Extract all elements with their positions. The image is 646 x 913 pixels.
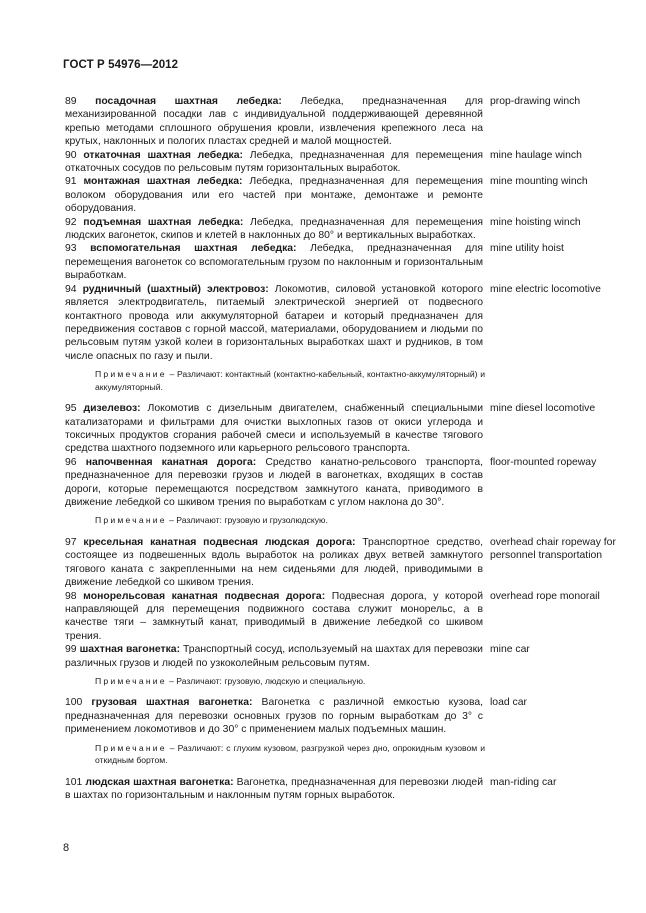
- term-number: 90: [65, 149, 77, 161]
- term-definition-ru: [65, 456, 483, 510]
- term-english: mine diesel locomotive: [490, 403, 596, 415]
- term-name: напочвенная канатная дорога:: [85, 456, 257, 468]
- term-definition-ru: [65, 175, 483, 215]
- term-definition: Локомотив, силовой установкой которого является электродвигатель, питаемый электрической энергией от подвесного контактного провода или аккумуляторной батареи и который предназначен для передвижения составов с горной массой, материалами, оборудованием и людьми по рельсовым путям узкой колеи в горизонтальных выработках шахт и рудников, в том числе опасных по газу и пыли.: [65, 283, 483, 362]
- term-definition: Транспортный сосуд, используемый на шахтах для перевозки различных грузов и людей по узкоколейным рельсовым путям.: [65, 644, 483, 669]
- term-entry: [65, 175, 625, 215]
- term-definition-ru: [65, 95, 483, 149]
- page-number: 8: [63, 842, 70, 854]
- term-name: подъемная шахтная лебедка:: [83, 216, 244, 228]
- term-number: 99: [65, 644, 77, 656]
- term-english: mine electric locomotive: [490, 283, 601, 295]
- note-text: – Различают: грузовую и грузолюдскую.: [169, 515, 328, 526]
- term-english: overhead rope monorail: [490, 590, 600, 602]
- term-entry: [65, 696, 625, 736]
- term-name: грузовая шахтная вагонетка:: [91, 697, 253, 709]
- term-english: overhead chair ropeway for personnel transportation: [490, 536, 616, 562]
- term-number: 89: [65, 96, 77, 107]
- term-name: людская шахтная вагонетка:: [85, 776, 234, 788]
- term-definition-ru: [65, 242, 483, 282]
- term-name: дизелевоз:: [83, 403, 141, 415]
- term-number: 96: [65, 456, 77, 468]
- term-number: 91: [65, 176, 77, 188]
- term-number: 98: [65, 590, 77, 602]
- term-definition: Вагонетка с различной емкостью кузова, предназначенная для перевозки основных грузов по горным выработкам до 3° с применением локомотивов и до 30° с применением малых подъемных машин.: [65, 697, 484, 736]
- term-number: 94: [65, 283, 77, 295]
- term-definition: Лебедка, предназначенная для перемещения людских вагонеток, скипов и клетей в наклонных до 80° и вертикальных выработках.: [65, 216, 484, 242]
- term-name: посадочная шахтная лебедка:: [95, 96, 282, 107]
- term-english: mine mounting winch: [490, 176, 588, 188]
- term-definition-ru: [65, 776, 483, 803]
- term-definition-ru: [65, 149, 483, 176]
- term-number: 95: [65, 403, 77, 415]
- note-label: Примечание: [95, 515, 167, 526]
- term-number: 93: [65, 243, 77, 255]
- term-number: 92: [65, 216, 77, 228]
- term-name: вспомогательная шахтная лебедка:: [90, 243, 297, 255]
- term-entry: [65, 95, 625, 149]
- term-definition: Лебедка, предназначенная для механизированной посадки лав с индивидуальной поддерживающей деревянной крепью методами сплошного обрушения кровли, извлечения крепежного леса на крутых, наклонных и пологих пластах средней и малой мощностей.: [65, 96, 483, 148]
- term-english: mine car: [490, 644, 530, 656]
- term-entry: [65, 590, 625, 644]
- term-number: 100: [65, 697, 83, 709]
- note-text: – Различают: контактный (контактно-кабельный, контактно-аккумуляторный) и аккумуляторный.: [95, 369, 485, 392]
- term-definition-ru: [65, 590, 483, 644]
- document-header: ГОСТ Р 54976—2012: [63, 59, 179, 71]
- term-english: floor-mounted ropeway: [490, 456, 597, 468]
- term-note: [65, 675, 485, 688]
- term-note: [65, 742, 485, 767]
- term-entry: [65, 216, 625, 243]
- term-entry: [65, 149, 625, 176]
- term-definition-ru: [65, 216, 483, 243]
- term-english: mine haulage winch: [490, 149, 582, 161]
- term-definition-ru: [65, 536, 483, 590]
- term-definition: Лебедка, предназначенная для перемещения волоком оборудования или его частей при монтаже, демонтаже и ремонте оборудования.: [65, 176, 483, 215]
- term-definition: Лебедка, предназначенная для перемещения откаточных сосудов по рельсовым путям горизонтальных выработок.: [65, 149, 484, 175]
- term-number: 101: [65, 776, 83, 788]
- note-label: Примечание: [95, 369, 167, 380]
- term-entry: [65, 402, 625, 456]
- term-definition: Лебедка, предназначенная для перемещения вагонеток со вспомогательным грузом по наклонным и горизонтальным выработкам.: [65, 243, 483, 282]
- term-entry: [65, 776, 625, 803]
- term-definition-ru: [65, 696, 483, 736]
- term-name: рудничный (шахтный) электровоз:: [82, 283, 269, 295]
- term-name: кресельная канатная подвесная людская дорога:: [83, 536, 356, 548]
- term-entry: [65, 456, 625, 510]
- term-definition: Средство канатно-рельсового транспорта, предназначенное для перевозки грузов и людей в вагонетках, входящих в состав дороги, которые перемещаются посредством замкнутого каната, приводимого в движение лебедкой со шкивом трения по выработкам с углом наклона до 30°.: [65, 456, 484, 508]
- term-definition: Транспортное средство, состоящее из подвешенных вдоль выработок на роликах двух ветвей замкнутого тягового каната с закрепленными на нем сиденьями для людей, приводимыми в движение лебедкой со шкивом трения.: [65, 536, 483, 589]
- term-name: монорельсовая канатная подвесная дорога:: [83, 590, 326, 602]
- note-label: Примечание: [95, 675, 167, 686]
- term-entry: [65, 536, 625, 590]
- term-english: man-riding car: [490, 776, 557, 788]
- term-definition: Подвесная дорога, у которой направляющей для перемещения подвижного состава служит монорельс, а в качестве тяги – замкнутый канат, приводимый в движение лебедкой со шкивом трения.: [65, 590, 483, 642]
- term-entry: [65, 283, 625, 363]
- term-english: mine hoisting winch: [490, 216, 581, 228]
- term-definition: Вагонетка, предназначенная для перевозки людей в шахтах по горизонтальным и наклонным путям горных выработок.: [65, 776, 484, 802]
- term-note: [65, 514, 485, 527]
- term-number: 97: [65, 536, 77, 548]
- term-entry: [65, 242, 625, 282]
- term-entry: [65, 643, 625, 670]
- term-definition-ru: [65, 643, 483, 670]
- term-english: prop-drawing winch: [490, 96, 581, 107]
- term-name: шахтная вагонетка:: [79, 644, 181, 656]
- term-note: [65, 368, 485, 393]
- note-text: – Различают: с глухим кузовом, разгрузкой через дно, опрокидным кузовом и откидным бортом.: [95, 742, 485, 766]
- term-english: mine utility hoist: [490, 243, 564, 255]
- note-label: Примечание: [95, 742, 167, 753]
- term-definition: Локомотив с дизельным двигателем, снабженный специальными катализаторами и фильтрами для очистки выхлопных газов от окиси углерода и токсичных продуктов сгорания рабочей смеси и используемый в качестве тягового средства шахтного подземного или карьерного рельсового транспорта.: [65, 403, 484, 455]
- term-name: монтажная шахтная лебедка:: [83, 176, 243, 188]
- terms-list: [65, 95, 625, 802]
- term-definition-ru: [65, 283, 483, 363]
- term-english: load car: [490, 697, 527, 709]
- term-name: откаточная шахтная лебедка:: [83, 149, 243, 161]
- note-text: – Различают: грузовую, людскую и специальную.: [169, 675, 366, 686]
- term-definition-ru: [65, 402, 483, 456]
